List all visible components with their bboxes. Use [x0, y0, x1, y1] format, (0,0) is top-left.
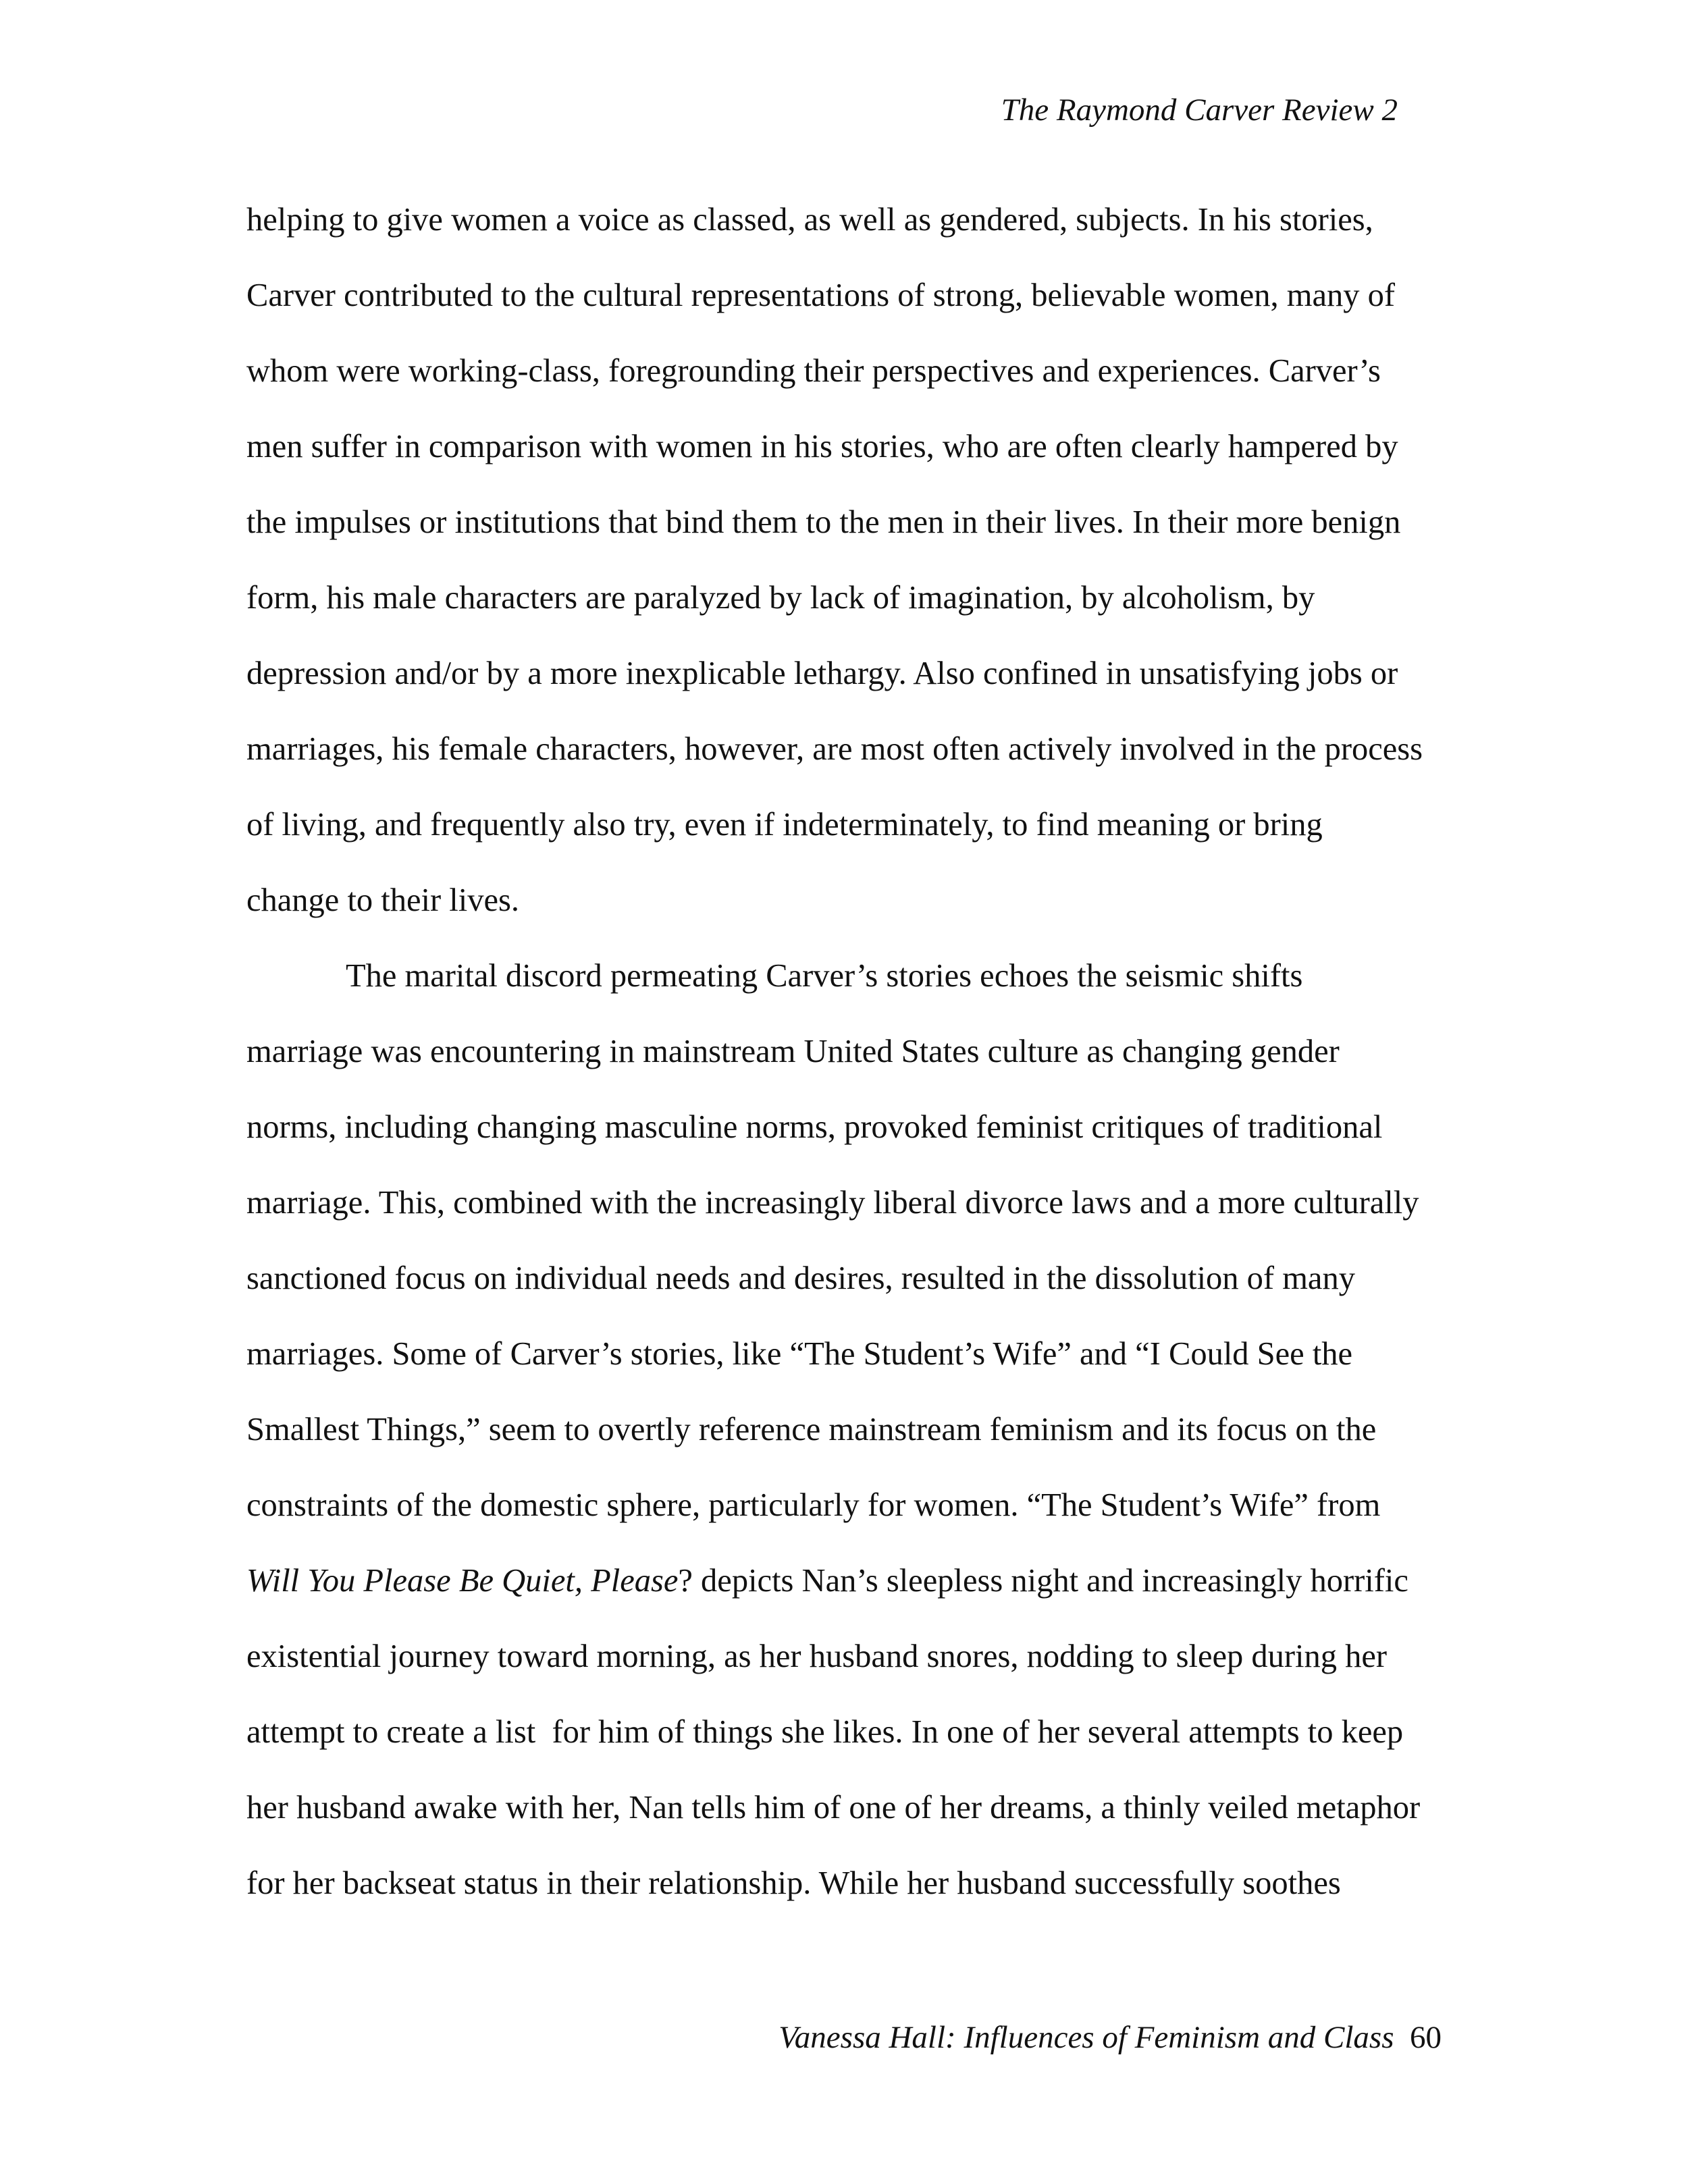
- text-line-with-title: [246, 1543, 1442, 1619]
- text-line: norms, including changing masculine norms, provoked feminist critiques of traditional: [246, 1109, 1383, 1145]
- text-line: sanctioned focus on individual needs and desires, resulted in the dissolution of many: [246, 1260, 1355, 1296]
- text-line: men suffer in comparison with women in his stories, who are often clearly hampered by: [246, 429, 1398, 464]
- text-line: marriage was encountering in mainstream United States culture as changing gender: [246, 1034, 1340, 1069]
- body-text: [246, 182, 1442, 1921]
- text-line: whom were working-class, foregrounding their perspectives and experiences. Carver’s: [246, 353, 1381, 389]
- book-title: Will You Please Be Quiet, Please: [246, 1563, 679, 1599]
- text-line: change to their lives.: [246, 882, 520, 918]
- text-line: her husband awake with her, Nan tells him of one of her dreams, a thinly veiled metaphor: [246, 1790, 1421, 1826]
- text-line: attempt to create a list for him of things she likes. In one of her several attempts to keep: [246, 1714, 1404, 1750]
- text-line: of living, and frequently also try, even if indeterminately, to find meaning or bring: [246, 807, 1323, 843]
- text-line: existential journey toward morning, as her husband snores, nodding to sleep during her: [246, 1639, 1388, 1674]
- page-number: 60: [1410, 2020, 1442, 2055]
- text-line: marriages. Some of Carver’s stories, like “The Student’s Wife” and “I Could See the: [246, 1336, 1353, 1372]
- footer-byline: Vanessa Hall: Influences of Feminism and Class: [779, 2020, 1394, 2055]
- text-line: helping to give women a voice as classed, as well as gendered, subjects. In his stories,: [246, 202, 1373, 238]
- text-line: the impulses or institutions that bind them to the men in their lives. In their more benign: [246, 504, 1401, 540]
- text-line: for her backseat status in their relationship. While her husband successfully soothes: [246, 1865, 1341, 1901]
- text-line: constraints of the domestic sphere, particularly for women. “The Student’s Wife” from: [246, 1487, 1381, 1523]
- text-line: Smallest Things,” seem to overtly reference mainstream feminism and its focus on the: [246, 1412, 1377, 1447]
- text-line: marriage. This, combined with the increasingly liberal divorce laws and a more culturally: [246, 1185, 1419, 1221]
- page-footer: [779, 2022, 1442, 2054]
- text-line: Carver contributed to the cultural representations of strong, believable women, many of: [246, 277, 1396, 313]
- text-segment: ? depicts Nan’s sleepless night and increasingly horrific: [678, 1563, 1408, 1599]
- text-line: The marital discord permeating Carver’s stories echoes the seismic shifts: [346, 958, 1303, 994]
- running-header: The Raymond Carver Review 2: [1001, 92, 1398, 128]
- text-line: depression and/or by a more inexplicable lethargy. Also confined in unsatisfying jobs or: [246, 656, 1398, 691]
- text-line: form, his male characters are paralyzed by lack of imagination, by alcoholism, by: [246, 580, 1315, 616]
- text-line: marriages, his female characters, however, are most often actively involved in the process: [246, 731, 1423, 767]
